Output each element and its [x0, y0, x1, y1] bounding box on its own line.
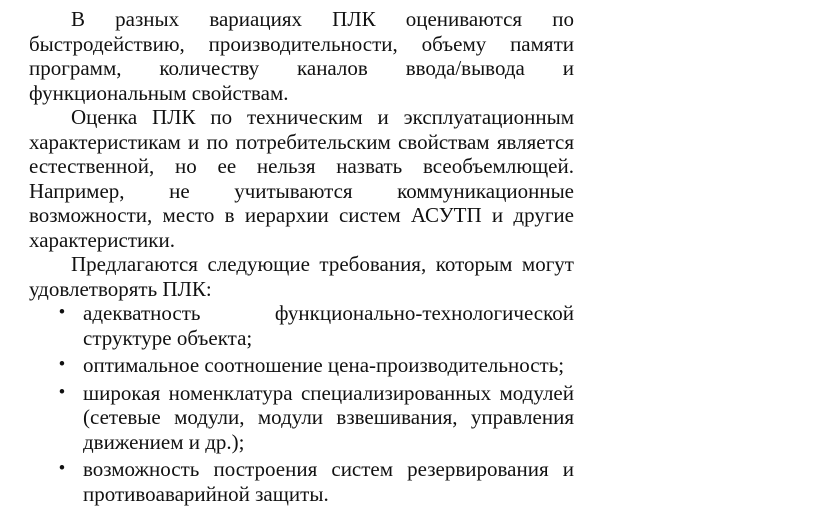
list-item [29, 381, 574, 455]
paragraph-3: Предлагаются следующие требования, которым могут удовлетворять ПЛК: [29, 252, 574, 301]
paragraph-1: В разных вариациях ПЛК оцениваются по быстродействию, производительности, объему памяти программ, количеству каналов ввода/вывода и функциональным свойствам. [29, 7, 574, 105]
document-page [29, 7, 574, 506]
list-item [29, 353, 574, 378]
list-item-text: оптимальное соотношение цена-производительность; [83, 353, 565, 377]
list-item-text: широкая номенклатура специализированных модулей (сетевые модули, модули взвешивания, управления движением и др.); [83, 380, 574, 454]
list-item-text: адекватность функционально-технологической структуре объекта; [83, 301, 574, 350]
paragraph-2: Оценка ПЛК по техническим и эксплуатационным характеристикам и по потребительским свойствам является естественной, но ее нельзя назвать всеобъемлющей. Например, не учитываются коммуникационные возможности, место в иерархии систем АСУТП и другие характеристики. [29, 105, 574, 252]
bullet-icon: • [58, 381, 66, 403]
bullet-icon: • [58, 302, 66, 323]
requirements-list [29, 301, 574, 506]
bullet-icon: • [58, 354, 66, 375]
bullet-icon: • [58, 458, 66, 479]
list-item-text: возможность построения систем резервирования и противоаварийной защиты. [83, 457, 574, 506]
list-item [29, 457, 574, 506]
list-item [29, 301, 574, 350]
